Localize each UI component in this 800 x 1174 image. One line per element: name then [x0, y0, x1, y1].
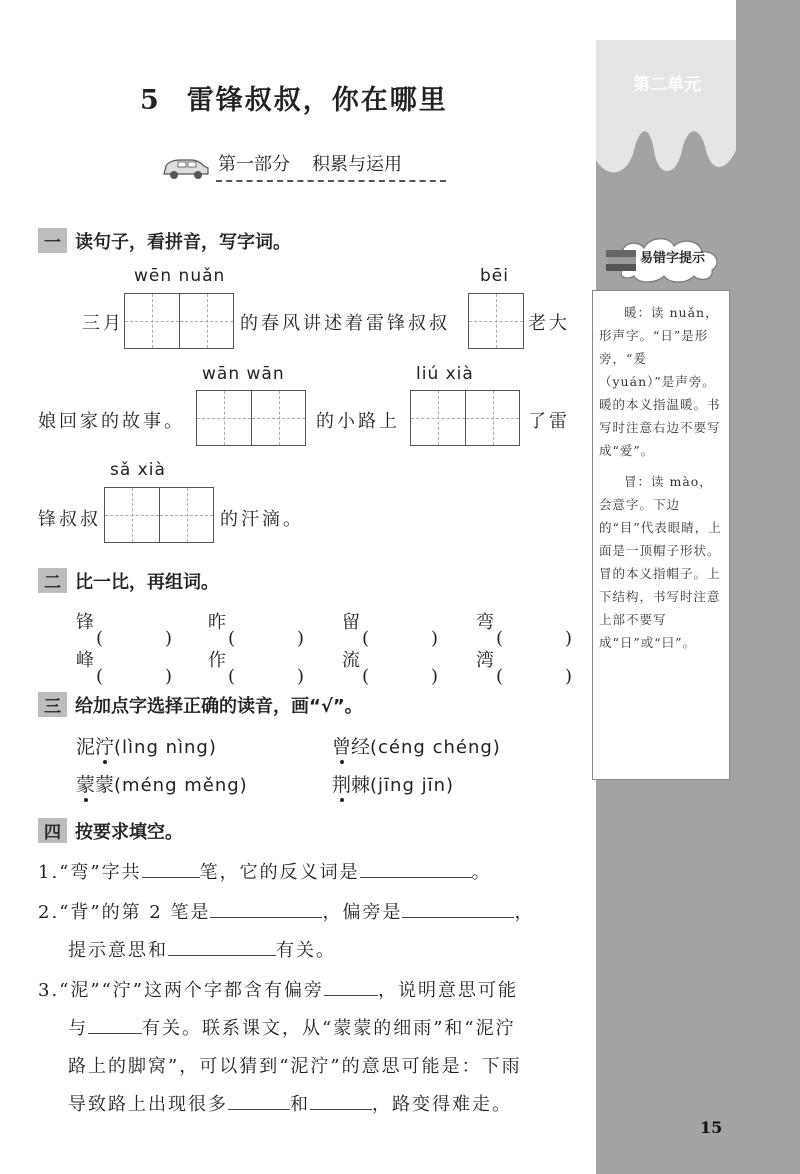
sentence-text: 与 [68, 1018, 88, 1039]
part-title [218, 150, 402, 176]
fill-sentence [38, 858, 492, 884]
lesson-number: 5 [140, 85, 161, 116]
sentence-text: 的小路上 [316, 411, 400, 432]
sentence-text: 有关。联系课文，从“蒙蒙的细雨”和“泥泞 [142, 1018, 516, 1039]
fill-blank[interactable] [310, 1091, 372, 1110]
answer-grid[interactable] [104, 487, 214, 543]
sentence-text: 锋叔叔 [38, 509, 101, 530]
q2-title: 比一比，再组词。 [75, 572, 219, 593]
fill-blank[interactable] [142, 859, 200, 878]
compare-item [476, 646, 572, 672]
fill-sentence [68, 936, 336, 962]
fill-blank[interactable] [210, 899, 322, 918]
dotted-char: 蒙 [76, 774, 96, 796]
compare-char: 湾 [476, 650, 494, 671]
pinyin-options: (céng chéng) [370, 737, 501, 758]
tip-paragraph: 冒：读 mào，会意字。下边的“目”代表眼睛，上面是一顶帽子形状。冒的本义指帽子。上下结构，书写时注意上部不要写成“日”或“曰”。 [599, 474, 722, 650]
pinyin-label: bēi [480, 266, 509, 286]
reading-choice[interactable] [332, 770, 454, 797]
part-label: 第一部分 [218, 154, 290, 175]
part-underline [216, 180, 446, 182]
compare-char: 留 [342, 612, 360, 633]
fill-blank[interactable] [324, 977, 378, 996]
pinyin-options: (jīng jīn) [370, 775, 455, 796]
compare-char: 弯 [476, 612, 494, 633]
compare-char: 昨 [208, 612, 226, 633]
answer-grid[interactable] [196, 390, 306, 446]
compare-item [208, 608, 304, 634]
compare-item [342, 646, 438, 672]
books-icon [606, 250, 636, 271]
q3-badge: 三 [38, 692, 67, 717]
q3-heading [38, 692, 363, 718]
sentence-text: 笔，它的反义词是 [199, 862, 360, 883]
fill-sentence [68, 1014, 516, 1040]
sentence-text: 的春风讲述着雷锋叔叔 [240, 313, 450, 334]
fill-sentence [38, 898, 534, 924]
q2-heading [38, 568, 219, 594]
sentence-text: ， [514, 902, 535, 923]
car-icon [160, 152, 212, 182]
compare-char: 锋 [76, 612, 94, 633]
sentence-text: 2.“背”的第 2 笔是 [38, 902, 211, 923]
compare-item [76, 646, 172, 672]
tips-title: 易错字提示 [640, 251, 706, 266]
q3-title: 给加点字选择正确的读音，画“√”。 [75, 696, 363, 717]
q1-title: 读句子，看拼音，写字词。 [75, 232, 291, 253]
fill-blank[interactable] [168, 937, 276, 956]
dotted-char: 曾 [332, 736, 352, 758]
fill-blank[interactable] [402, 899, 514, 918]
sentence-text: 娘回家的故事。 [38, 411, 185, 432]
tip-paragraph: 暖：读 nuǎn，形声字。“日”是形旁，“爰（yuán）”是声旁。暖的本义指温暖。书写时注意右边不要写成“爱”。 [599, 305, 721, 458]
sentence-text: ，说明意思可能 [377, 980, 518, 1001]
reading-choice[interactable] [332, 732, 501, 759]
compare-item [342, 608, 438, 634]
sentence-text: 的汗滴。 [220, 509, 304, 530]
page-number: 15 [700, 1118, 723, 1137]
lesson-title [140, 78, 448, 117]
compare-item [208, 646, 304, 672]
fill-blank[interactable] [228, 1091, 290, 1110]
pinyin-options: (méng měng) [114, 775, 248, 796]
answer-grid[interactable] [124, 293, 234, 349]
choice-char: 蒙 [95, 774, 115, 796]
sentence-text: 。 [471, 862, 492, 883]
pinyin-label: liú xià [416, 364, 474, 384]
fill-sentence [38, 976, 518, 1002]
q4-heading [38, 818, 183, 844]
answer-grid[interactable] [468, 293, 524, 349]
dotted-char: 荆 [332, 774, 352, 796]
choice-char: 泥 [76, 736, 96, 758]
q1-heading [38, 228, 291, 254]
sentence-text: 提示意思和 [68, 940, 168, 961]
compare-item [476, 608, 572, 634]
sidebar-drip-shade [596, 0, 736, 190]
fill-sentence: 路上的脚窝”，可以猜到“泥泞”的意思可能是：下雨 [68, 1056, 522, 1077]
compare-item [76, 608, 172, 634]
choice-char: 棘 [351, 774, 371, 796]
pinyin-label: sǎ xià [110, 460, 166, 480]
sentence-text: 3.“泥”“泞”这两个字都含有偏旁 [38, 980, 324, 1001]
reading-choice[interactable] [76, 732, 217, 759]
tips-box [592, 290, 730, 780]
sentence-text: 导致路上出现很多 [68, 1094, 228, 1115]
compare-char: 峰 [76, 650, 94, 671]
fill-blank[interactable] [360, 859, 472, 878]
q1-badge: 一 [38, 228, 67, 253]
sentence-text: 了雷 [528, 411, 570, 432]
pinyin-options: (lìng nìng) [114, 737, 217, 758]
sentence-text: 1.“弯”字共 [38, 862, 142, 883]
sentence-text: 老大 [528, 313, 570, 334]
sentence-text: 有关。 [276, 940, 336, 961]
q2-badge: 二 [38, 568, 67, 593]
dotted-char: 泞 [95, 736, 115, 758]
sentence-text: 三月 [82, 313, 124, 334]
unit-label: 第二单元 [633, 75, 701, 95]
reading-choice[interactable] [76, 770, 248, 797]
part-heading [160, 146, 460, 186]
q4-title: 按要求填空。 [75, 822, 183, 843]
answer-grid[interactable] [410, 390, 520, 446]
sentence-text: ，偏旁是 [322, 902, 403, 923]
compare-char: 作 [208, 650, 226, 671]
sentence-text: ，路变得难走。 [372, 1094, 512, 1115]
fill-sentence [68, 1090, 512, 1116]
sentence-text: 和 [290, 1094, 310, 1115]
pinyin-label: wān wān [202, 364, 285, 384]
q4-badge: 四 [38, 818, 67, 843]
compare-char: 流 [342, 650, 360, 671]
fill-blank[interactable] [88, 1015, 142, 1034]
choice-char: 经 [351, 736, 371, 758]
pinyin-label: wēn nuǎn [134, 266, 226, 286]
part-name: 积累与运用 [312, 154, 402, 175]
lesson-name: 雷锋叔叔，你在哪里 [186, 85, 448, 116]
